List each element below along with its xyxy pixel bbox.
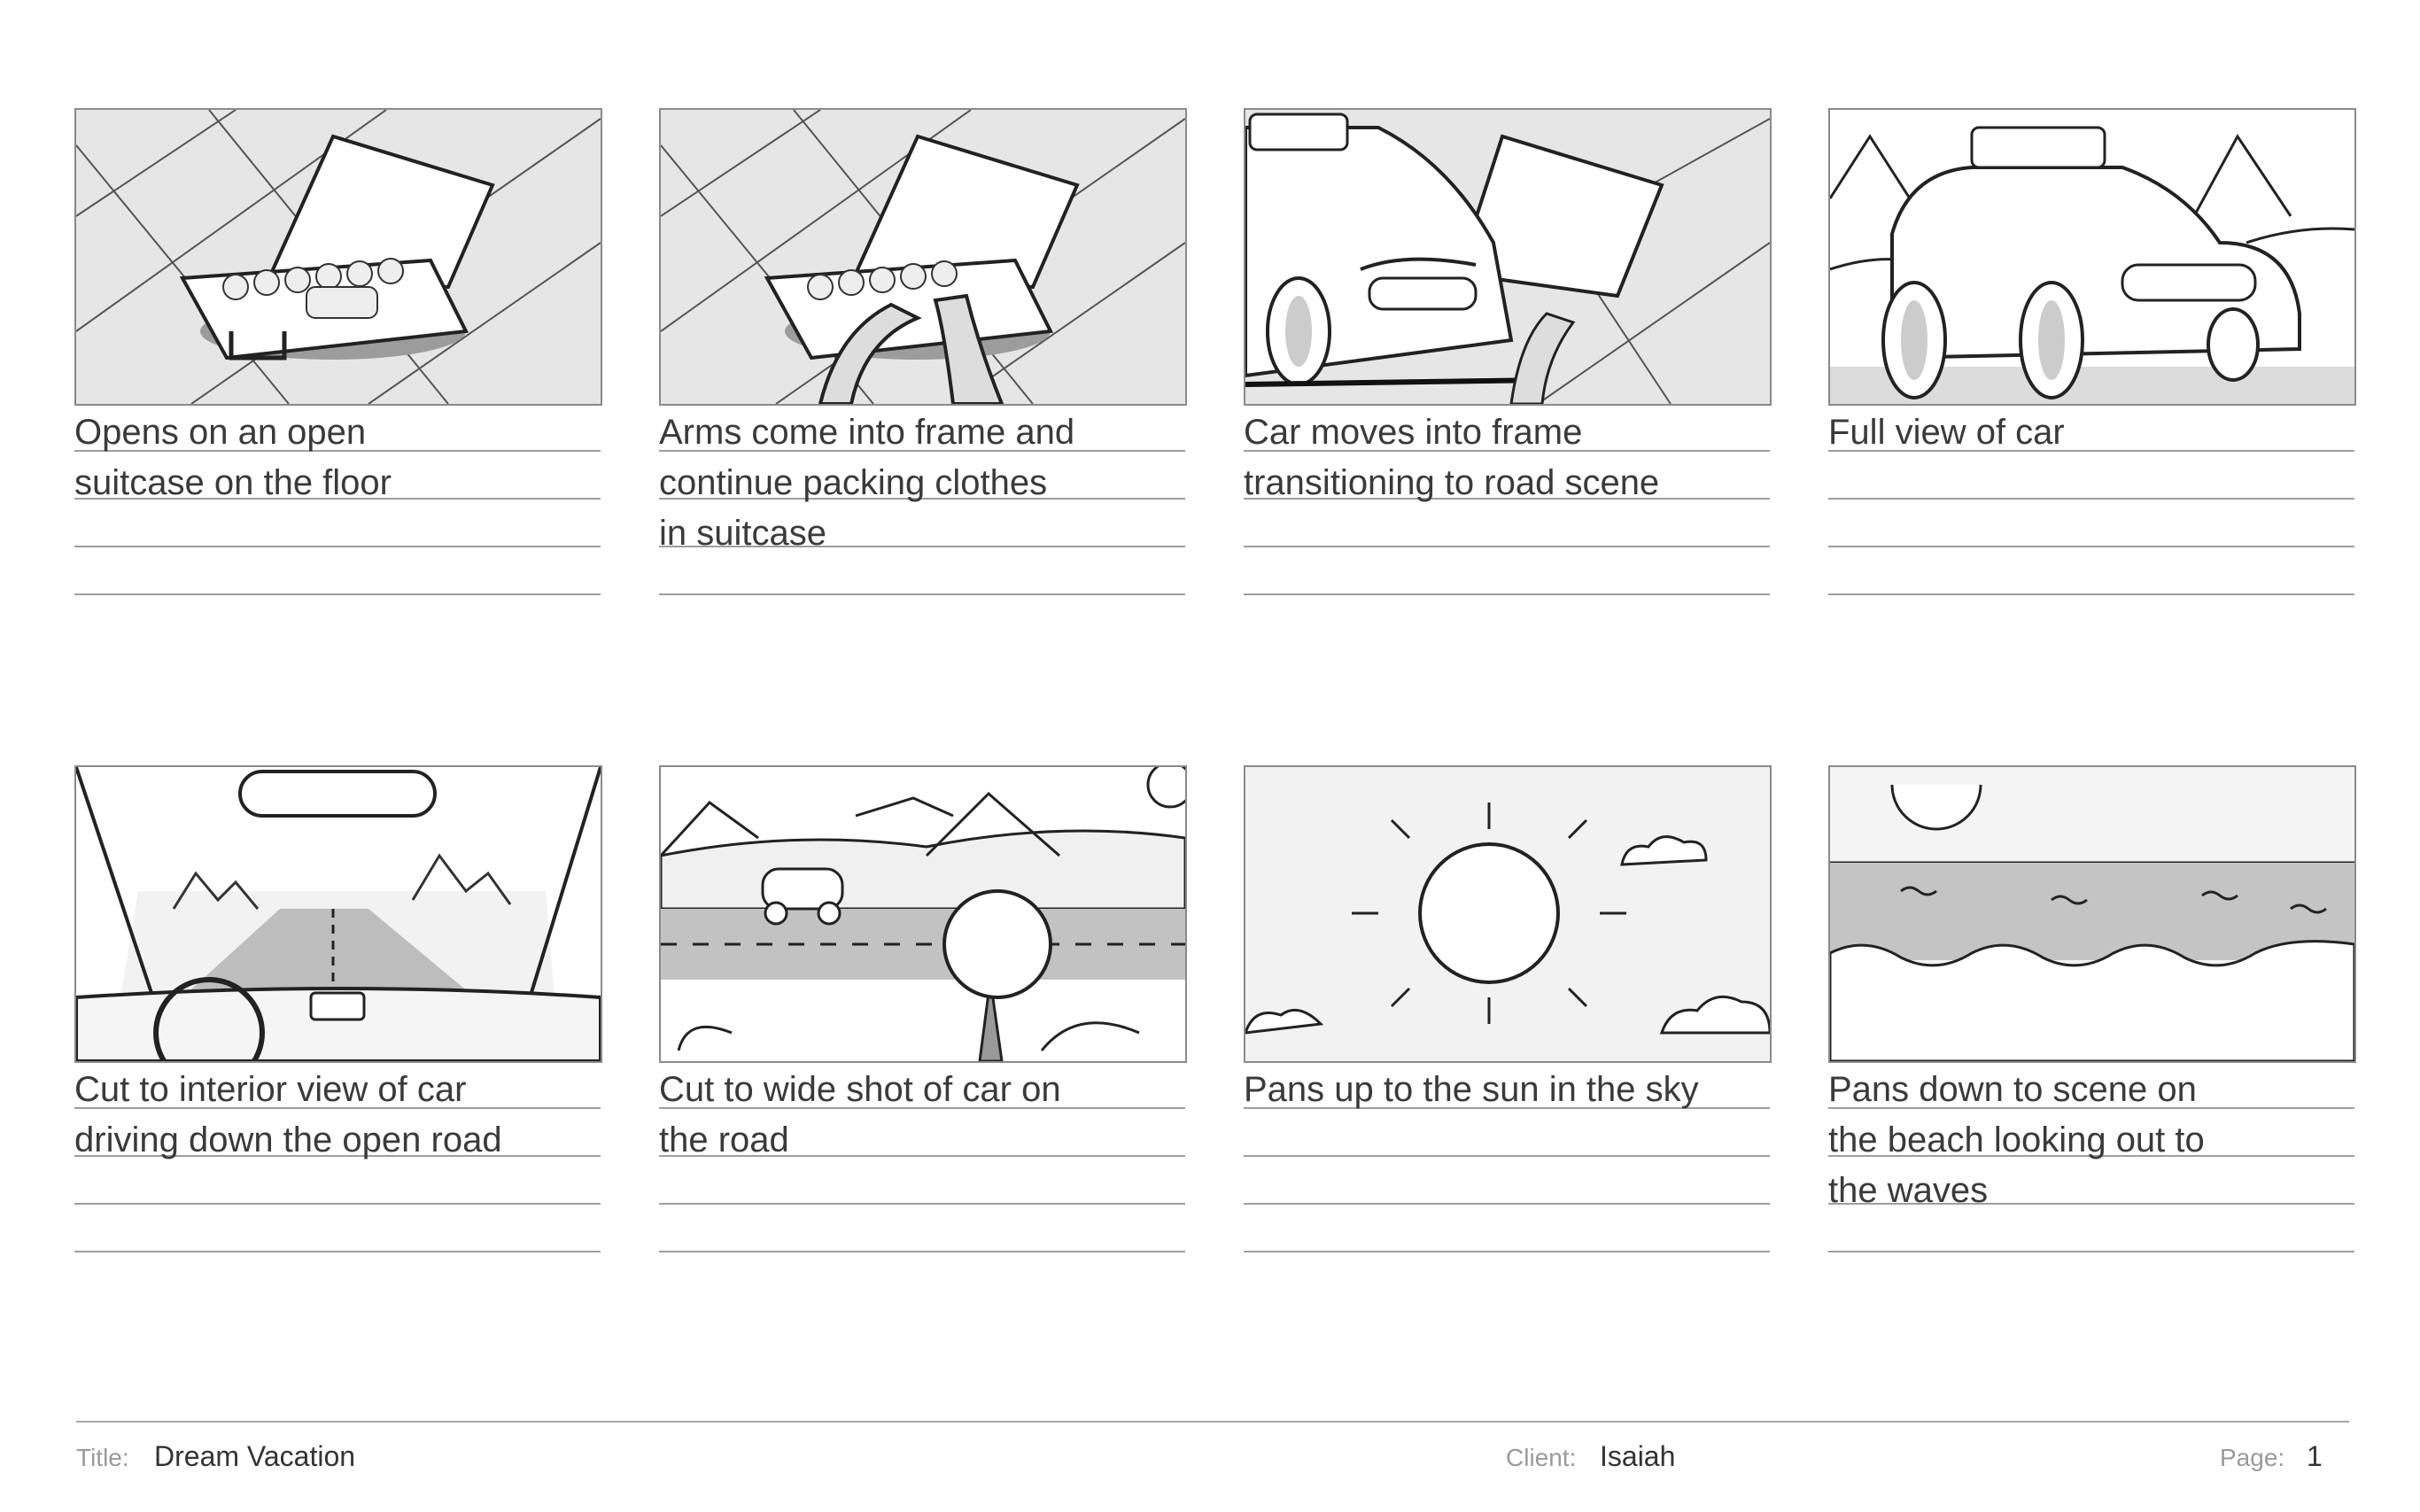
panel-7-frame <box>1244 765 1772 1063</box>
panel-caption: Opens on an open suitcase on the floor <box>74 413 392 502</box>
panel-1-frame <box>74 108 602 406</box>
panel-caption: Full view of car <box>1828 413 2065 452</box>
panel-2-frame <box>659 108 1187 406</box>
footer-divider <box>76 1421 2349 1423</box>
suitcase-arms-illustration <box>661 110 1185 404</box>
panel-caption: Cut to wide shot of car on the road <box>659 1070 1061 1159</box>
footer-title-value: Dream Vacation <box>154 1440 356 1472</box>
panel-caption: Cut to interior view of car driving down the open road <box>74 1070 502 1159</box>
panel-caption: Pans up to the sun in the sky <box>1244 1070 1699 1109</box>
footer-client-label: Client: <box>1506 1444 1577 1471</box>
car-transition-illustration <box>1245 110 1770 404</box>
panel-4-frame <box>1828 108 2356 406</box>
panel-6-frame <box>659 765 1187 1063</box>
car-full-illustration <box>1830 110 2354 404</box>
panel-5-frame <box>74 765 602 1063</box>
panel-3-frame <box>1244 108 1772 406</box>
suitcase-illustration <box>76 110 601 404</box>
beach-waves-illustration <box>1830 767 2354 1061</box>
footer-client-value: Isaiah <box>1600 1440 1676 1472</box>
car-interior-illustration <box>76 767 601 1061</box>
sun-sky-illustration <box>1245 767 1770 1061</box>
panel-caption: Pans down to scene on the beach looking out to the waves <box>1828 1070 2205 1210</box>
panel-caption: Arms come into frame and continue packing clothes in suitcase <box>659 413 1075 553</box>
footer-page-label: Page: <box>2220 1444 2285 1471</box>
wide-road-illustration <box>661 767 1185 1061</box>
panel-8-frame <box>1828 765 2356 1063</box>
footer-title-label: Title: <box>76 1444 129 1471</box>
footer-page-value: 1 <box>2307 1440 2323 1472</box>
panel-caption: Car moves into frame transitioning to road scene <box>1244 413 1660 502</box>
